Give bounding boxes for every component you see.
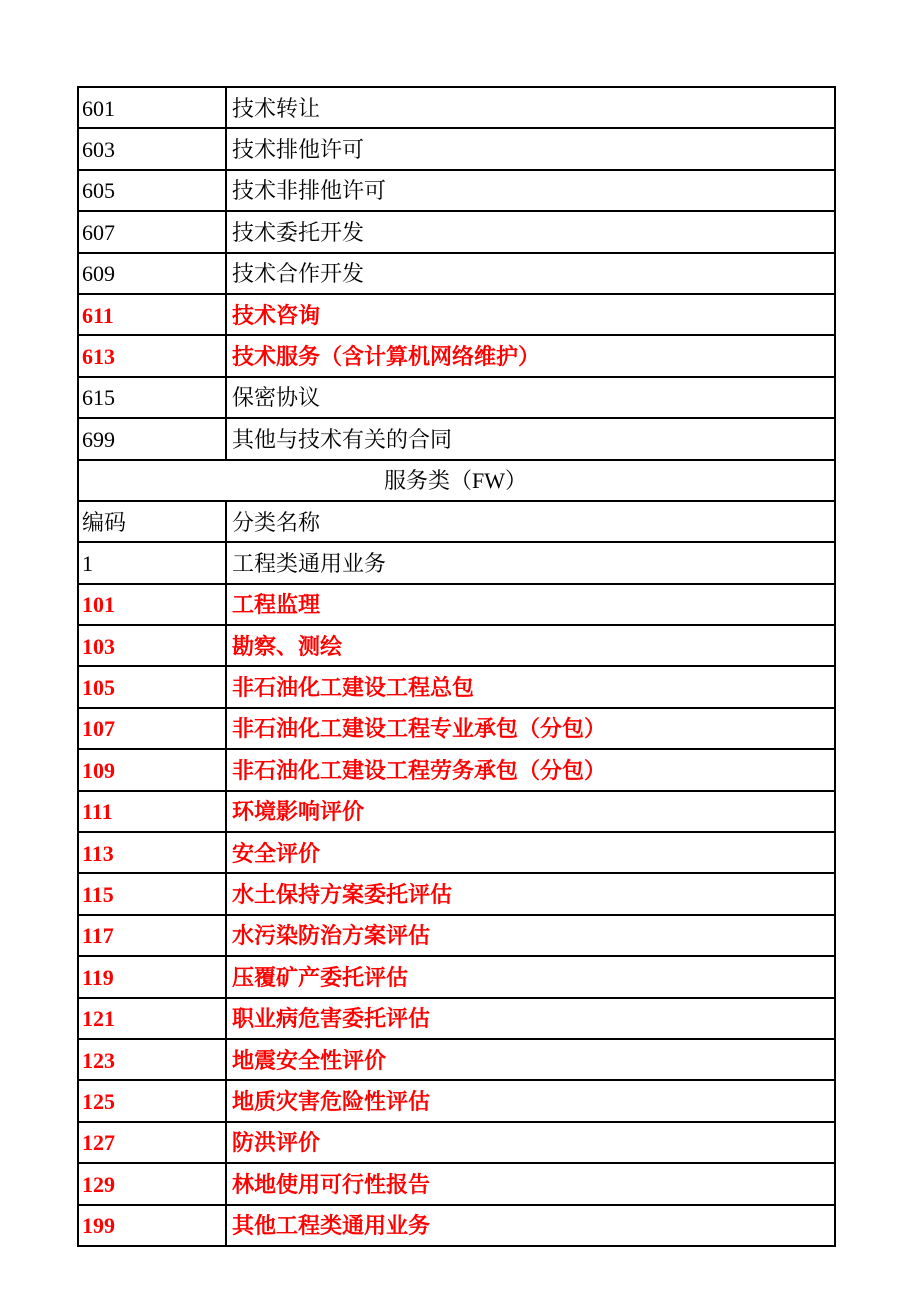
code-cell: 699	[78, 418, 226, 459]
name-cell: 职业病危害委托评估	[226, 998, 835, 1039]
name-cell: 技术委托开发	[226, 211, 835, 252]
name-cell: 保密协议	[226, 377, 835, 418]
code-cell: 605	[78, 170, 226, 211]
table-row	[78, 542, 835, 583]
table-row	[78, 956, 835, 997]
code-cell: 609	[78, 253, 226, 294]
name-cell: 技术咨询	[226, 294, 835, 335]
code-cell: 101	[78, 584, 226, 625]
name-cell: 非石油化工建设工程专业承包（分包）	[226, 708, 835, 749]
code-cell: 615	[78, 377, 226, 418]
name-cell: 其他与技术有关的合同	[226, 418, 835, 459]
name-cell: 技术合作开发	[226, 253, 835, 294]
table-row	[78, 1039, 835, 1080]
name-cell: 勘察、测绘	[226, 625, 835, 666]
code-cell: 199	[78, 1205, 226, 1246]
table-row	[78, 998, 835, 1039]
name-cell: 环境影响评价	[226, 791, 835, 832]
name-cell: 水污染防治方案评估	[226, 915, 835, 956]
table-row	[78, 666, 835, 707]
table-row	[78, 1205, 835, 1246]
code-cell: 111	[78, 791, 226, 832]
table-row	[78, 128, 835, 169]
name-cell: 防洪评价	[226, 1122, 835, 1163]
table-row	[78, 915, 835, 956]
table-row	[78, 87, 835, 128]
code-cell: 105	[78, 666, 226, 707]
code-cell: 127	[78, 1122, 226, 1163]
table-row	[78, 170, 835, 211]
code-cell: 107	[78, 708, 226, 749]
name-cell: 压覆矿产委托评估	[226, 956, 835, 997]
code-cell: 121	[78, 998, 226, 1039]
name-cell: 工程类通用业务	[226, 542, 835, 583]
table-row	[78, 294, 835, 335]
name-cell: 技术服务（含计算机网络维护）	[226, 335, 835, 376]
table-row	[78, 211, 835, 252]
name-cell: 林地使用可行性报告	[226, 1163, 835, 1204]
section-header-row	[78, 460, 835, 501]
code-cell: 103	[78, 625, 226, 666]
code-cell: 115	[78, 873, 226, 914]
section-title: 服务类（FW）	[78, 460, 835, 501]
code-cell: 129	[78, 1163, 226, 1204]
column-header-row	[78, 501, 835, 542]
name-cell: 技术转让	[226, 87, 835, 128]
name-cell: 其他工程类通用业务	[226, 1205, 835, 1246]
table-row	[78, 1080, 835, 1121]
name-cell: 非石油化工建设工程总包	[226, 666, 835, 707]
table-row	[78, 791, 835, 832]
code-cell: 123	[78, 1039, 226, 1080]
code-cell: 113	[78, 832, 226, 873]
name-cell: 安全评价	[226, 832, 835, 873]
name-cell: 水土保持方案委托评估	[226, 873, 835, 914]
code-cell: 125	[78, 1080, 226, 1121]
table-row	[78, 377, 835, 418]
code-cell: 607	[78, 211, 226, 252]
code-cell: 613	[78, 335, 226, 376]
table-row	[78, 418, 835, 459]
code-cell: 601	[78, 87, 226, 128]
table-row	[78, 873, 835, 914]
name-cell: 技术非排他许可	[226, 170, 835, 211]
classification-table	[77, 86, 836, 1247]
name-cell: 非石油化工建设工程劳务承包（分包）	[226, 749, 835, 790]
table-row	[78, 335, 835, 376]
code-column-header: 编码	[78, 501, 226, 542]
table-row	[78, 253, 835, 294]
table-row	[78, 749, 835, 790]
code-cell: 1	[78, 542, 226, 583]
table-row	[78, 1163, 835, 1204]
table-row	[78, 708, 835, 749]
name-cell: 工程监理	[226, 584, 835, 625]
classification-table-body	[78, 87, 835, 1246]
code-cell: 117	[78, 915, 226, 956]
name-cell: 技术排他许可	[226, 128, 835, 169]
table-row	[78, 832, 835, 873]
table-row	[78, 625, 835, 666]
code-cell: 611	[78, 294, 226, 335]
name-cell: 地震安全性评价	[226, 1039, 835, 1080]
code-cell: 603	[78, 128, 226, 169]
table-row	[78, 584, 835, 625]
name-cell: 地质灾害危险性评估	[226, 1080, 835, 1121]
name-column-header: 分类名称	[226, 501, 835, 542]
code-cell: 109	[78, 749, 226, 790]
table-row	[78, 1122, 835, 1163]
code-cell: 119	[78, 956, 226, 997]
